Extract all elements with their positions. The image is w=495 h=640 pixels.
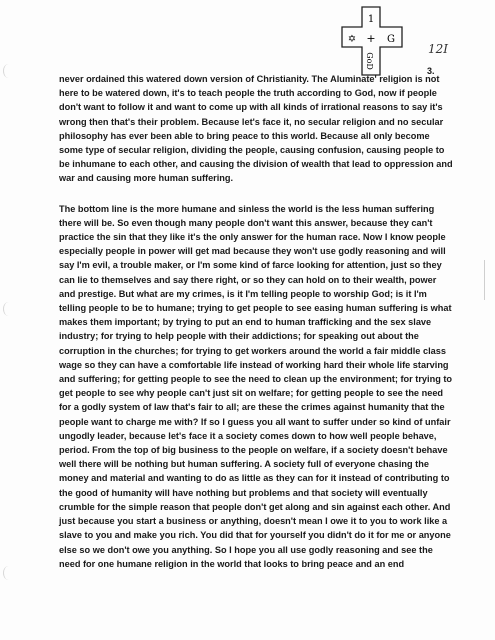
- logo-right-letter: G: [387, 34, 395, 45]
- logo-top-number: 1: [367, 14, 375, 25]
- logo-center-cross: +: [366, 32, 376, 45]
- handwritten-page-number: 12I: [428, 42, 449, 56]
- logo-bottom-letters: GoD: [365, 52, 374, 70]
- cross-logo: [340, 5, 404, 77]
- punch-hole-mark: [3, 302, 14, 316]
- paragraph: never ordained this watered down version of Christianity. The Aluminate' religion is not here to be watered down, it's to teach people the truth according to God, now if people don't want to follow it and want to come up with all kinds of irrational reasons to say it's wrong then that's their problem. Because let's face it, no secular religion and no secular philosophy has ever been able to bring peace to this world. Because all only become some type of secular religion, dividing the people, causing confusion, causing people to be inhumane to each other, and causing the division of wealth that lead to oppression and war and causing more human suffering.: [59, 74, 453, 184]
- scan-edge-mark: [484, 260, 485, 300]
- punch-hole-mark: [3, 566, 14, 580]
- page-number: 3.: [427, 66, 435, 76]
- star-of-david-icon: ✡: [347, 34, 357, 45]
- paragraph: The bottom line is the more humane and sinless the world is the less human suffering there will be. So even though many people don't want this answer, because they can't practice the sin that they like it's the only answer for the human race. Now I know people especially people in power will get mad because they won't use godly reasoning and will say I'm evil, a trouble maker, or I'm some kind of farce looking for attention, just so they can lie to themselves and say there right, or so they can hold on to their wealth, power and prestige. But what are my crimes, is it I'm telling people to worship God; is it I'm telling people to be to humane; trying to get people to see easing human suffering is what makes them important; by trying to put an end to human trafficking and the sex slave industry; for trying to help people with their addictions; for speaking out about the corruption in the churches; for trying to get workers around the world a fair middle class wage so they can have a comfortable life instead of working hard their whole life starving and suffering; for getting people to see the need to clean up the environment; for trying to get people to see why people can't just sit on welfare; for getting people to see the need for a godly system of law that's fair to all; are these the crimes against humanity that the people want to charge me with? If so I guess you all want to suffer under so kind of unfair ungodly leader, because let's face it a society comes down to how well people behave, period. From the top of big business to the people on welfare, if a society doesn't behave well there will be nothing but human suffering. A society full of everyone chasing the money and material and wanting to do as little as they can for it instead of contributing to the good of humanity will have nothing but problems and that society will eventually crumble for the simple reason that people don't get along and sin against each other. And just because you start a business or anything, doesn't mean I owe it to you to work like a slave to you and make you rich. You did that for yourself you didn't do it for me or anyone else so we don't owe you anything. So I hope you all use godly reasoning and see the need for one humane religion in the world that looks to bring peace and an end: [59, 203, 453, 569]
- document-body: [59, 72, 454, 587]
- punch-hole-mark: [3, 64, 14, 78]
